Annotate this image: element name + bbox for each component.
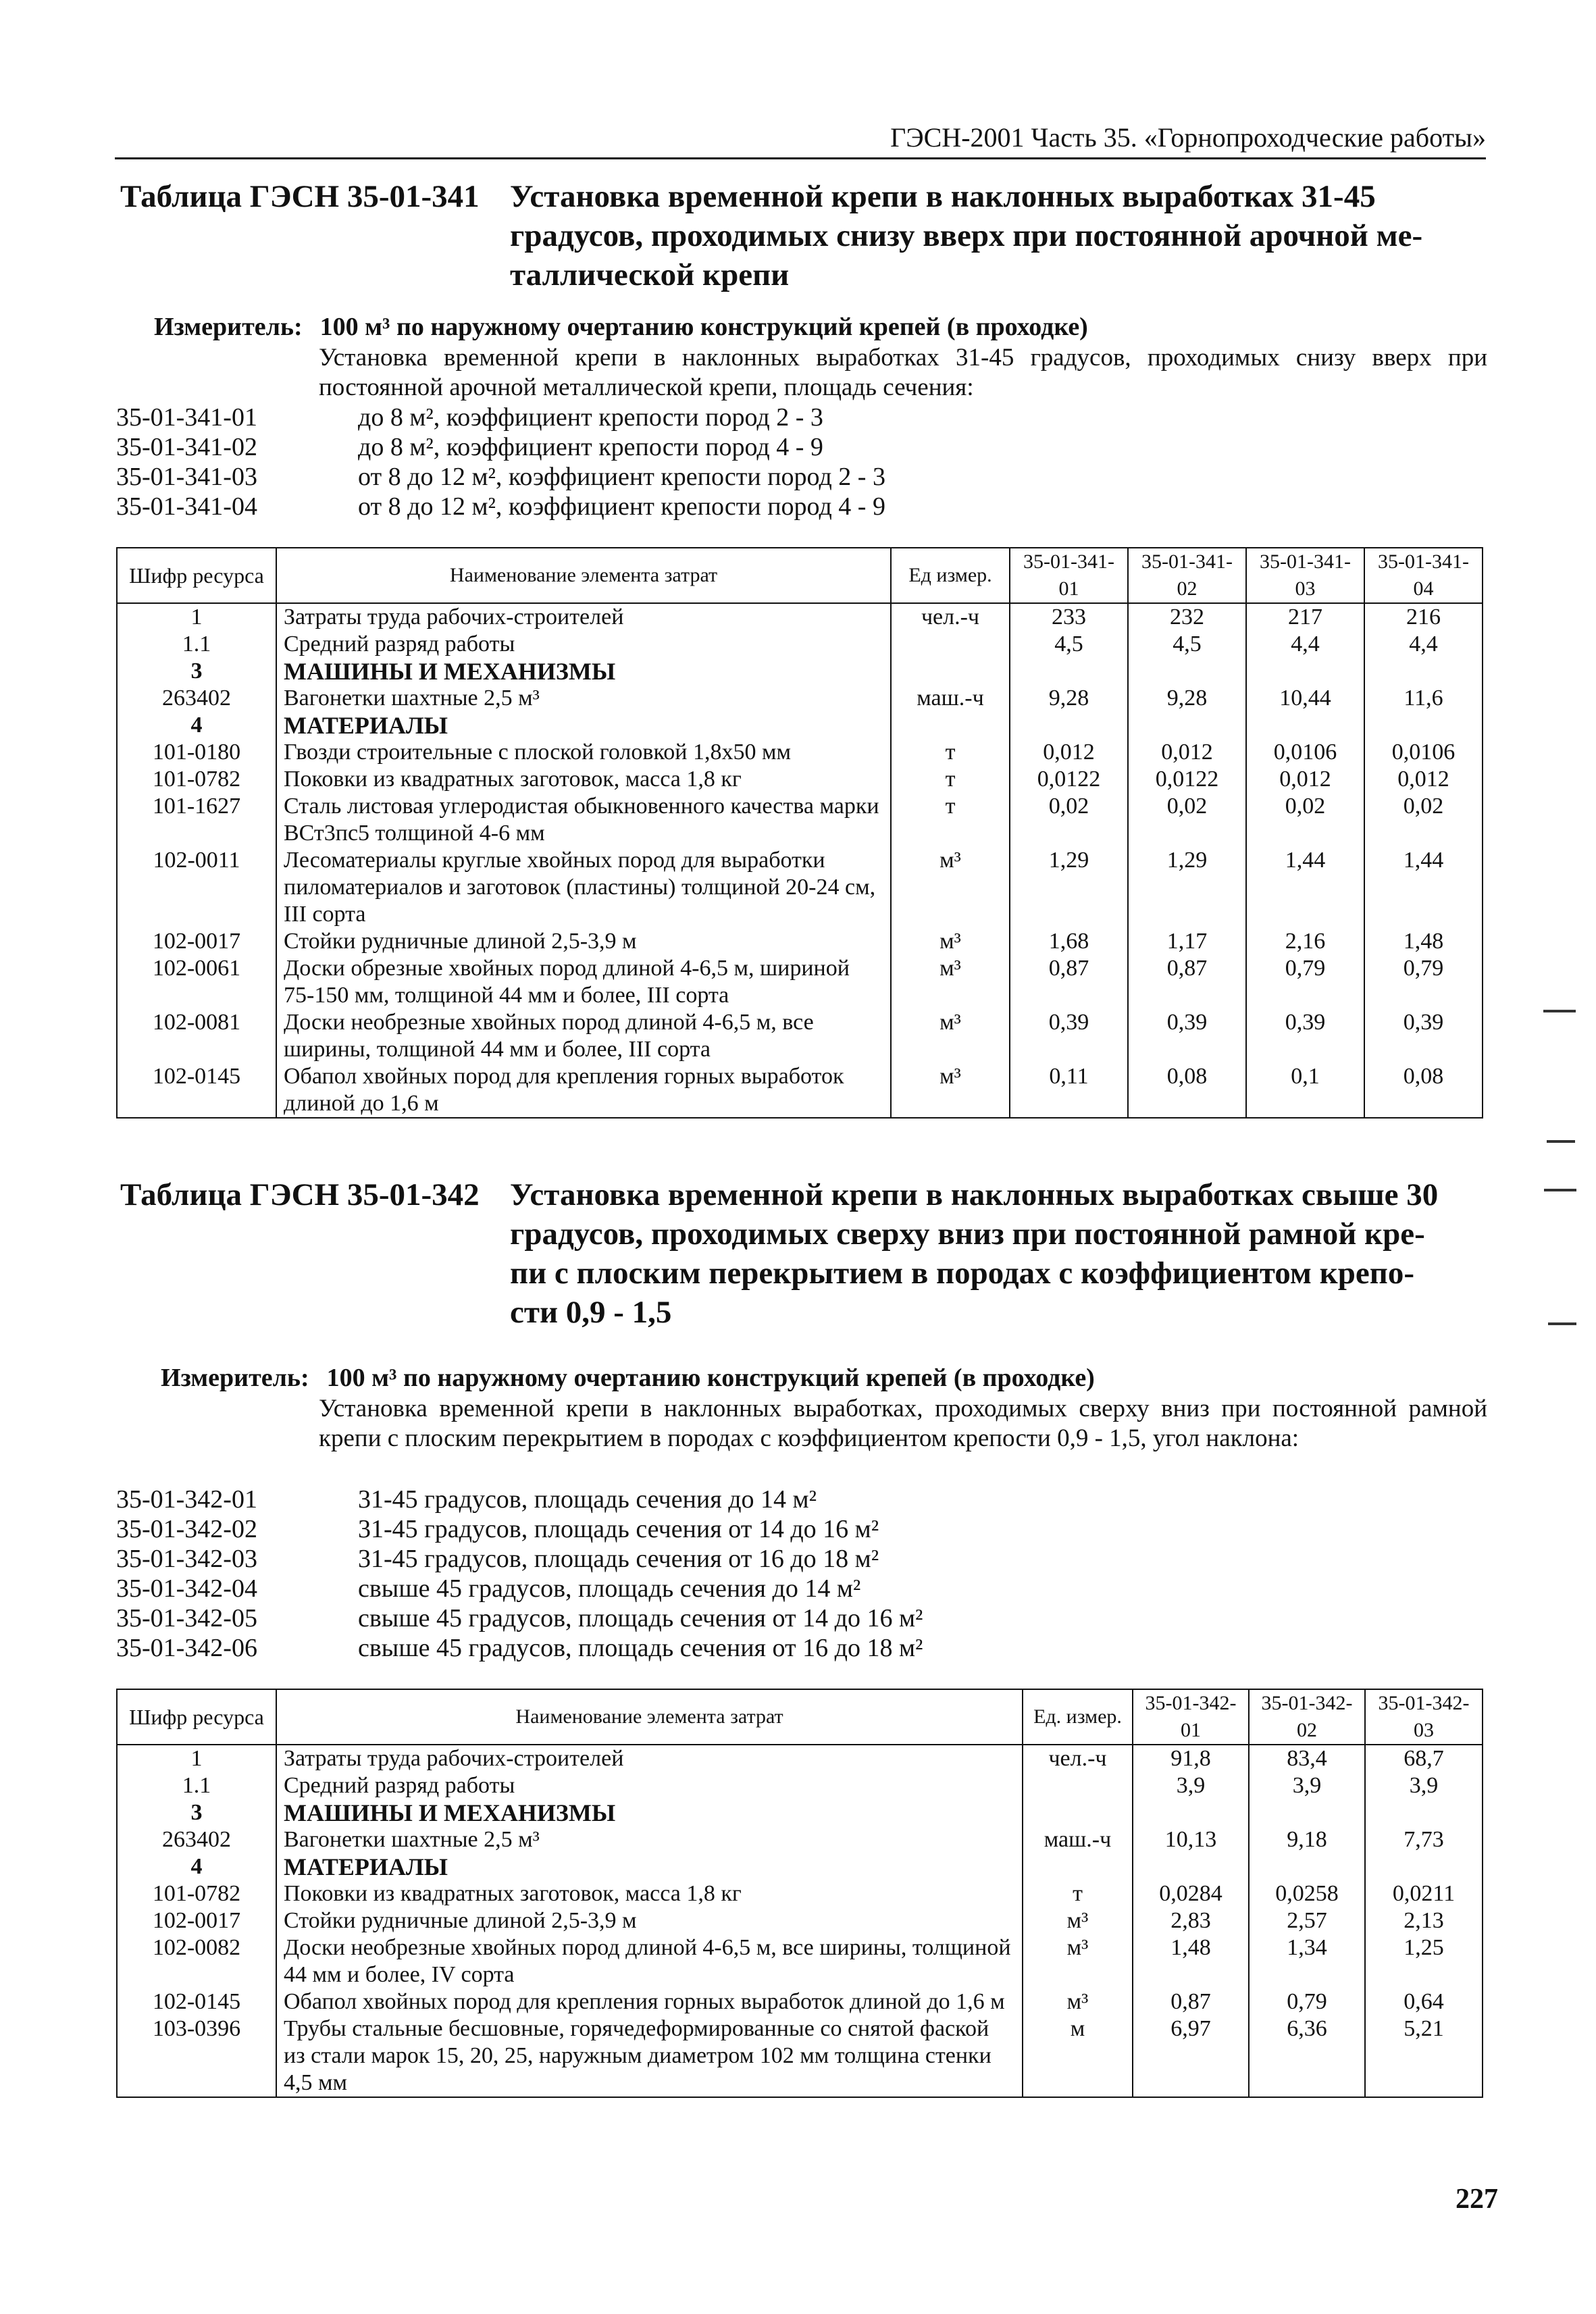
table1-resources: [116, 547, 1483, 1119]
resource-value: [1010, 658, 1128, 685]
resource-unit: чел.-ч: [891, 603, 1010, 631]
resource-value: 0,11: [1010, 1063, 1128, 1118]
table2-code-description: 31-45 градусов, площадь сечения от 14 до 16 м²: [358, 1515, 879, 1543]
table-row: [117, 1826, 1483, 1853]
resource-name: Вагонетки шахтные 2,5 м³: [276, 685, 891, 712]
table2-code-description: свыше 45 градусов, площадь сечения до 14 м²: [358, 1574, 861, 1603]
resource-name: Трубы стальные бесшовные, горячедеформированные со снятой фаской из стали марок 15, 20, 25, наружным диаметром 102 мм толщина стенки 4,5 мм: [276, 2015, 1023, 2097]
table-row: [117, 1853, 1483, 1880]
table-row: [117, 603, 1483, 631]
resource-code: 1.1: [117, 631, 276, 658]
resource-value: 1,44: [1364, 847, 1483, 928]
table-row: [117, 1907, 1483, 1934]
table2-code-item: [116, 1485, 1487, 1514]
table1-code: 35-01-341-01: [116, 403, 257, 432]
table1-title-number: Таблица ГЭСН 35-01-341: [120, 179, 480, 214]
table2-code-description: свыше 45 градусов, площадь сечения от 14 до 16 м²: [358, 1604, 923, 1632]
table1-code-list: [116, 403, 1487, 521]
resource-code: 4: [117, 1853, 276, 1880]
table2-code-item: [116, 1544, 1487, 1574]
resource-value: 2,13: [1365, 1907, 1483, 1934]
resource-value: 0,39: [1010, 1009, 1128, 1063]
resource-code: 102-0081: [117, 1009, 276, 1063]
scan-margin-mark: [1547, 1140, 1575, 1143]
table2-head-unit: Ед. измер.: [1023, 1689, 1133, 1745]
resource-value: 4,4: [1364, 631, 1483, 658]
resource-value: [1364, 658, 1483, 685]
resource-value: 2,57: [1249, 1907, 1365, 1934]
resource-value: 0,79: [1249, 1988, 1365, 2015]
resource-value: [1364, 712, 1483, 739]
scan-margin-mark: [1543, 1010, 1576, 1012]
table1-head-unit: Ед измер.: [891, 548, 1010, 603]
table-row: [117, 1988, 1483, 2015]
resource-value: [1246, 658, 1364, 685]
table1-title-line: таллической крепи: [510, 257, 790, 292]
resource-value: 68,7: [1365, 1745, 1483, 1772]
resource-value: 10,44: [1246, 685, 1364, 712]
scan-margin-mark: [1544, 1189, 1576, 1191]
table1-head-code: Шифр ресурса: [117, 548, 276, 603]
table2-code: 35-01-342-03: [116, 1545, 257, 1573]
resource-code: 102-0017: [117, 928, 276, 955]
table-row: [117, 1772, 1483, 1799]
table2-meter-label: Измеритель:: [161, 1364, 309, 1392]
table1-title-line: градусов, проходимых снизу вверх при постоянной арочной ме-: [510, 218, 1423, 253]
table-row: [117, 766, 1483, 793]
resource-name: Поковки из квадратных заготовок, масса 1,8 кг: [276, 1880, 1023, 1907]
resource-value: 4,5: [1128, 631, 1246, 658]
table1-meter-label: Измеритель:: [154, 313, 303, 341]
table1-code-item: [116, 492, 1487, 521]
resource-name: Гвозди строительные с плоской головкой 1,8х50 мм: [276, 739, 891, 766]
table1-code: 35-01-341-04: [116, 492, 257, 521]
resource-name: Средний разряд работы: [276, 1772, 1023, 1799]
resource-value: 0,39: [1364, 1009, 1483, 1063]
resource-value: 1,29: [1010, 847, 1128, 928]
table-row: [117, 847, 1483, 928]
resource-code: 3: [117, 658, 276, 685]
resource-unit: м³: [891, 955, 1010, 1009]
resource-unit: [891, 631, 1010, 658]
table2-code-item: [116, 1514, 1487, 1544]
resource-value: 0,012: [1364, 766, 1483, 793]
resource-value: 9,28: [1010, 685, 1128, 712]
resource-value: 3,9: [1133, 1772, 1249, 1799]
resource-name: Доски необрезные хвойных пород длиной 4-6,5 м, все ширины, толщиной 44 мм и более, III сорта: [276, 1009, 891, 1063]
table2-code-description: 31-45 градусов, площадь сечения до 14 м²: [358, 1485, 817, 1514]
table1-head-col: 35-01-341-02: [1128, 548, 1246, 603]
resource-unit: м³: [1023, 1907, 1133, 1934]
table2-head-col: 35-01-342-01: [1133, 1689, 1249, 1745]
table1-code-description: от 8 до 12 м², коэффициент крепости пород 4 - 9: [358, 492, 885, 521]
table2-title-number: Таблица ГЭСН 35-01-342: [120, 1177, 480, 1212]
resource-value: 83,4: [1249, 1745, 1365, 1772]
resource-value: 1,68: [1010, 928, 1128, 955]
resource-name: Средний разряд работы: [276, 631, 891, 658]
resource-name: Обапол хвойных пород для крепления горных выработок длиной до 1,6 м: [276, 1063, 891, 1118]
resource-code: 103-0396: [117, 2015, 276, 2097]
table1-head-col: 35-01-341-01: [1010, 548, 1128, 603]
scan-margin-mark: [1548, 1322, 1576, 1325]
resource-code: 102-0145: [117, 1988, 276, 2015]
resource-value: 0,87: [1128, 955, 1246, 1009]
resource-value: [1365, 1853, 1483, 1880]
table1-code: 35-01-341-02: [116, 433, 257, 461]
resource-value: 9,28: [1128, 685, 1246, 712]
resource-code: 102-0061: [117, 955, 276, 1009]
resource-value: 1,34: [1249, 1934, 1365, 1988]
resource-value: 2,83: [1133, 1907, 1249, 1934]
resource-name: Затраты труда рабочих-строителей: [276, 603, 891, 631]
table2-code-description: свыше 45 градусов, площадь сечения от 16 до 18 м²: [358, 1634, 923, 1662]
table-row: [117, 1745, 1483, 1772]
table2-code: 35-01-342-05: [116, 1604, 257, 1632]
table2-head-col: 35-01-342-03: [1365, 1689, 1483, 1745]
running-header: ГЭСН-2001 Часть 35. «Горнопроходческие работы»: [115, 122, 1486, 159]
resource-name: МАШИНЫ И МЕХАНИЗМЫ: [276, 658, 891, 685]
table2-code: 35-01-342-06: [116, 1634, 257, 1662]
resource-unit: [891, 658, 1010, 685]
table-row: [117, 1880, 1483, 1907]
resource-value: 3,9: [1249, 1772, 1365, 1799]
resource-value: 0,0122: [1128, 766, 1246, 793]
resource-value: 232: [1128, 603, 1246, 631]
table2-code-item: [116, 1603, 1487, 1633]
resource-name: Сталь листовая углеродистая обыкновенного качества марки ВСт3пс5 толщиной 4-6 мм: [276, 793, 891, 847]
table-row: [117, 2015, 1483, 2097]
resource-code: 3: [117, 1799, 276, 1826]
resource-code: 102-0082: [117, 1934, 276, 1988]
resource-value: 1,17: [1128, 928, 1246, 955]
resource-value: 0,02: [1128, 793, 1246, 847]
resource-value: 9,18: [1249, 1826, 1365, 1853]
resource-code: 1: [117, 1745, 276, 1772]
resource-unit: т: [891, 766, 1010, 793]
resource-code: 263402: [117, 685, 276, 712]
resource-code: 102-0145: [117, 1063, 276, 1118]
resource-name: Вагонетки шахтные 2,5 м³: [276, 1826, 1023, 1853]
table-row: [117, 793, 1483, 847]
resource-name: МАШИНЫ И МЕХАНИЗМЫ: [276, 1799, 1023, 1826]
resource-value: 0,0122: [1010, 766, 1128, 793]
resource-code: 101-1627: [117, 793, 276, 847]
table2-title-line: пи с плоским перекрытием в породах с коэффициентом крепо-: [510, 1256, 1414, 1291]
resource-value: 0,0106: [1364, 739, 1483, 766]
resource-name: Стойки рудничные длиной 2,5-3,9 м: [276, 1907, 1023, 1934]
resource-name: Доски обрезные хвойных пород длиной 4-6,5 м, шириной 75-150 мм, толщиной 44 мм и более, III сорта: [276, 955, 891, 1009]
resource-value: 11,6: [1364, 685, 1483, 712]
table1-code-item: [116, 462, 1487, 492]
table1-head-col: 35-01-341-04: [1364, 548, 1483, 603]
resource-value: 0,08: [1364, 1063, 1483, 1118]
table1-code-description: до 8 м², коэффициент крепости пород 2 - 3: [358, 403, 823, 432]
resource-unit: т: [891, 739, 1010, 766]
resource-value: [1128, 712, 1246, 739]
table1-title-line: Установка временной крепи в наклонных выработках 31-45: [510, 179, 1376, 214]
resource-value: 0,02: [1010, 793, 1128, 847]
table1-intro: Установка временной крепи в наклонных выработках 31-45 градусов, проходимых снизу вверх при постоянной арочной металлической крепи, площадь сечения:: [319, 344, 1487, 401]
resource-value: 2,16: [1246, 928, 1364, 955]
resource-value: 0,64: [1365, 1988, 1483, 2015]
resource-value: 91,8: [1133, 1745, 1249, 1772]
table2-code-list: [116, 1485, 1487, 1663]
resource-value: 0,012: [1128, 739, 1246, 766]
resource-value: 0,87: [1133, 1988, 1249, 2015]
resource-unit: м³: [891, 1063, 1010, 1118]
resource-value: 5,21: [1365, 2015, 1483, 2097]
resource-value: [1133, 1799, 1249, 1826]
table-row: [117, 1934, 1483, 1988]
table1-code-item: [116, 403, 1487, 432]
table2-code: 35-01-342-01: [116, 1485, 257, 1514]
table1-title-text: [510, 177, 1491, 294]
table-row: [117, 739, 1483, 766]
table-row: [117, 1009, 1483, 1063]
table2-title-line: Установка временной крепи в наклонных выработках свыше 30: [510, 1177, 1439, 1212]
resource-unit: [891, 712, 1010, 739]
resource-value: 3,9: [1365, 1772, 1483, 1799]
resource-name: МАТЕРИАЛЫ: [276, 712, 891, 739]
table1-code-description: от 8 до 12 м², коэффициент крепости пород 2 - 3: [358, 463, 885, 491]
resource-value: [1365, 1799, 1483, 1826]
resource-value: 0,0284: [1133, 1880, 1249, 1907]
table1-meter-text: 100 м³ по наружному очертанию конструкций крепей (в проходке): [319, 313, 1088, 341]
table1-head-name: Наименование элемента затрат: [276, 548, 891, 603]
resource-code: 1.1: [117, 1772, 276, 1799]
table2-head-name: Наименование элемента затрат: [276, 1689, 1023, 1745]
table2-code: 35-01-342-04: [116, 1574, 257, 1603]
resource-code: 101-0180: [117, 739, 276, 766]
table-row: [117, 955, 1483, 1009]
resource-value: 10,13: [1133, 1826, 1249, 1853]
resource-code: 101-0782: [117, 1880, 276, 1907]
table-row: [117, 928, 1483, 955]
resource-value: 233: [1010, 603, 1128, 631]
table1-meter: [154, 312, 1088, 342]
table1-code: 35-01-341-03: [116, 463, 257, 491]
table2-code-item: [116, 1574, 1487, 1603]
table1-title: [120, 177, 1491, 294]
resource-value: [1249, 1799, 1365, 1826]
resource-code: 102-0011: [117, 847, 276, 928]
resource-value: 0,79: [1246, 955, 1364, 1009]
resource-value: 0,012: [1246, 766, 1364, 793]
resource-unit: м³: [891, 847, 1010, 928]
resource-value: 216: [1364, 603, 1483, 631]
resource-value: 0,39: [1246, 1009, 1364, 1063]
resource-unit: [1023, 1772, 1133, 1799]
resource-unit: м³: [891, 928, 1010, 955]
resource-value: 0,0211: [1365, 1880, 1483, 1907]
resource-unit: маш.-ч: [891, 685, 1010, 712]
resource-value: 0,02: [1364, 793, 1483, 847]
resource-unit: т: [1023, 1880, 1133, 1907]
resource-value: [1010, 712, 1128, 739]
resource-name: Стойки рудничные длиной 2,5-3,9 м: [276, 928, 891, 955]
resource-unit: чел.-ч: [1023, 1745, 1133, 1772]
resource-unit: [1023, 1799, 1133, 1826]
resource-value: 0,87: [1010, 955, 1128, 1009]
resource-code: 101-0782: [117, 766, 276, 793]
table1-code-description: до 8 м², коэффициент крепости пород 4 - 9: [358, 433, 823, 461]
resource-value: [1133, 1853, 1249, 1880]
resource-name: Лесоматериалы круглые хвойных пород для выработки пиломатериалов и заготовок (пластины) толщиной 20-24 см, III сорта: [276, 847, 891, 928]
resource-value: 0,39: [1128, 1009, 1246, 1063]
resource-value: [1128, 658, 1246, 685]
table2-resources: [116, 1689, 1483, 2098]
table2-meter-text: 100 м³ по наружному очертанию конструкций крепей (в проходке): [326, 1364, 1095, 1392]
table2-meter: [161, 1363, 1095, 1393]
resource-unit: т: [891, 793, 1010, 847]
resource-value: 7,73: [1365, 1826, 1483, 1853]
resource-value: 0,02: [1246, 793, 1364, 847]
resource-value: 1,29: [1128, 847, 1246, 928]
resource-code: 263402: [117, 1826, 276, 1853]
resource-value: 0,012: [1010, 739, 1128, 766]
page-number: 227: [1456, 2184, 1498, 2215]
table-row: [117, 658, 1483, 685]
resource-unit: [1023, 1853, 1133, 1880]
resource-value: 0,79: [1364, 955, 1483, 1009]
resource-value: 1,25: [1365, 1934, 1483, 1988]
resource-value: 1,48: [1133, 1934, 1249, 1988]
resource-value: 0,0106: [1246, 739, 1364, 766]
resource-code: 4: [117, 712, 276, 739]
resource-name: Доски необрезные хвойных пород длиной 4-6,5 м, все ширины, толщиной 44 мм и более, IV сорта: [276, 1934, 1023, 1988]
table2-code: 35-01-342-02: [116, 1515, 257, 1543]
resource-name: Затраты труда рабочих-строителей: [276, 1745, 1023, 1772]
resource-value: 217: [1246, 603, 1364, 631]
resource-value: 0,1: [1246, 1063, 1364, 1118]
resource-code: 102-0017: [117, 1907, 276, 1934]
resource-value: 6,97: [1133, 2015, 1249, 2097]
resource-unit: м³: [891, 1009, 1010, 1063]
table2-title: [120, 1175, 1491, 1332]
table-row: [117, 685, 1483, 712]
resource-value: 1,44: [1246, 847, 1364, 928]
table2-title-text: [510, 1175, 1491, 1332]
table2-title-line: градусов, проходимых сверху вниз при постоянной рамной кре-: [510, 1216, 1425, 1252]
resource-code: 1: [117, 603, 276, 631]
table-row: [117, 1063, 1483, 1118]
resource-unit: м: [1023, 2015, 1133, 2097]
table2-code-item: [116, 1633, 1487, 1663]
resource-name: МАТЕРИАЛЫ: [276, 1853, 1023, 1880]
table2-code-description: 31-45 градусов, площадь сечения от 16 до 18 м²: [358, 1545, 879, 1573]
resource-unit: м³: [1023, 1934, 1133, 1988]
resource-value: 0,08: [1128, 1063, 1246, 1118]
resource-unit: маш.-ч: [1023, 1826, 1133, 1853]
resource-value: 0,0258: [1249, 1880, 1365, 1907]
resource-value: [1249, 1853, 1365, 1880]
resource-value: 1,48: [1364, 928, 1483, 955]
table2-head-code: Шифр ресурса: [117, 1689, 276, 1745]
resource-unit: м³: [1023, 1988, 1133, 2015]
resource-value: 4,5: [1010, 631, 1128, 658]
table-row: [117, 1799, 1483, 1826]
resource-value: 6,36: [1249, 2015, 1365, 2097]
table1-head-col: 35-01-341-03: [1246, 548, 1364, 603]
table2-head-col: 35-01-342-02: [1249, 1689, 1365, 1745]
resource-name: Обапол хвойных пород для крепления горных выработок длиной до 1,6 м: [276, 1988, 1023, 2015]
resource-name: Поковки из квадратных заготовок, масса 1,8 кг: [276, 766, 891, 793]
table2-title-line: сти 0,9 - 1,5: [510, 1295, 672, 1330]
table-row: [117, 631, 1483, 658]
table1-code-item: [116, 432, 1487, 462]
table2-intro: Установка временной крепи в наклонных выработках, проходимых сверху вниз при постоянной рамной крепи с плоским перекрытием в породах с коэффициентом крепости 0,9 - 1,5, угол наклона:: [319, 1395, 1487, 1452]
resource-value: 4,4: [1246, 631, 1364, 658]
table-row: [117, 712, 1483, 739]
resource-value: [1246, 712, 1364, 739]
